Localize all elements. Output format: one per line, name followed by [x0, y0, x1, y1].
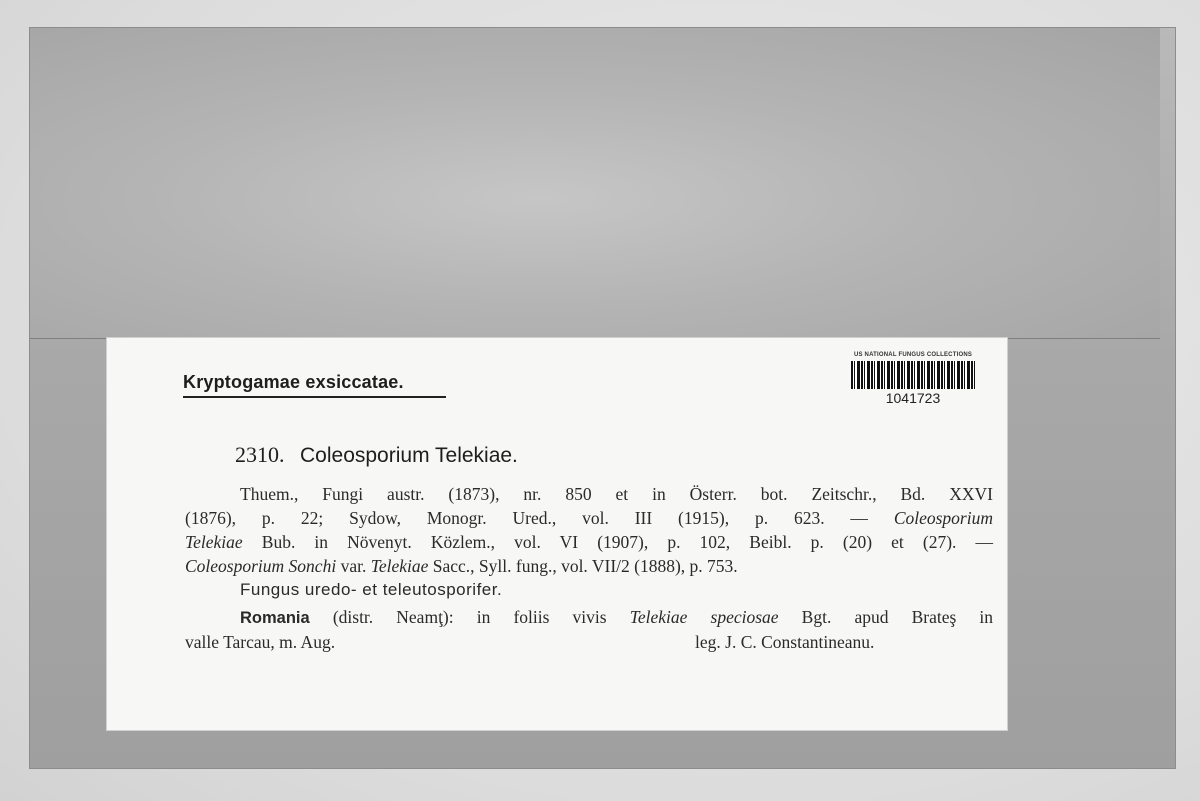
entry-heading: [235, 442, 518, 468]
locality-host: Telekiae speciosae: [629, 607, 779, 627]
citation-line-1: Thuem., Fungi austr. (1873), nr. 850 et in Österr. bot. Zeitschr., Bd. XXVI: [240, 484, 993, 504]
citation-line-3: [185, 530, 993, 554]
entry-name: Coleosporium Telekiae.: [300, 444, 518, 467]
collector: leg. J. C. Constantineanu.: [695, 632, 875, 652]
entry-number: 2310.: [235, 442, 285, 467]
citation-taxon: Telekiae: [185, 532, 243, 552]
locality-district: (distr. Neamţ): in foliis vivis: [332, 607, 607, 627]
barcode-caption: US NATIONAL FUNGUS COLLECTIONS: [853, 352, 973, 358]
locality-valley: valle Tarcau, m. Aug.: [185, 632, 336, 652]
citation-taxon: Coleosporium Sonchi: [185, 556, 337, 576]
locality-host-rest: Bgt. apud Brateş in: [801, 607, 994, 627]
spore-note: Fungus uredo- et teleutosporifer.: [240, 580, 503, 599]
barcode-block: [843, 352, 983, 414]
barcode-number: 1041723: [885, 390, 941, 406]
packet-flap: [30, 28, 1160, 339]
locality-line-2: [185, 630, 993, 654]
citation-text: var.: [340, 556, 367, 576]
series-underline: [183, 396, 446, 398]
barcode-icon: [851, 361, 975, 389]
citation-text: Sacc., Syll. fung., vol. VII/2 (1888), p. 753.: [432, 556, 738, 576]
citation-taxon: Coleosporium: [893, 508, 993, 528]
label-body: [185, 482, 993, 654]
citation-taxon: Telekiae: [370, 556, 429, 576]
locality-line-1: [185, 605, 993, 630]
series-title: Kryptogamae exsiccatae.: [183, 372, 404, 392]
citation-line-2: [185, 506, 993, 530]
locality-country: Romania: [240, 609, 310, 627]
citation-line-4: [185, 554, 993, 578]
citation-text: Bub. in Növenyt. Közlem., vol. VI (1907), p. 102, Beibl. p. (20) et (27). —: [261, 532, 993, 552]
citation-text: (1876), p. 22; Sydow, Monogr. Ured., vol. III (1915), p. 623. —: [185, 508, 868, 528]
specimen-label: [107, 338, 1007, 730]
